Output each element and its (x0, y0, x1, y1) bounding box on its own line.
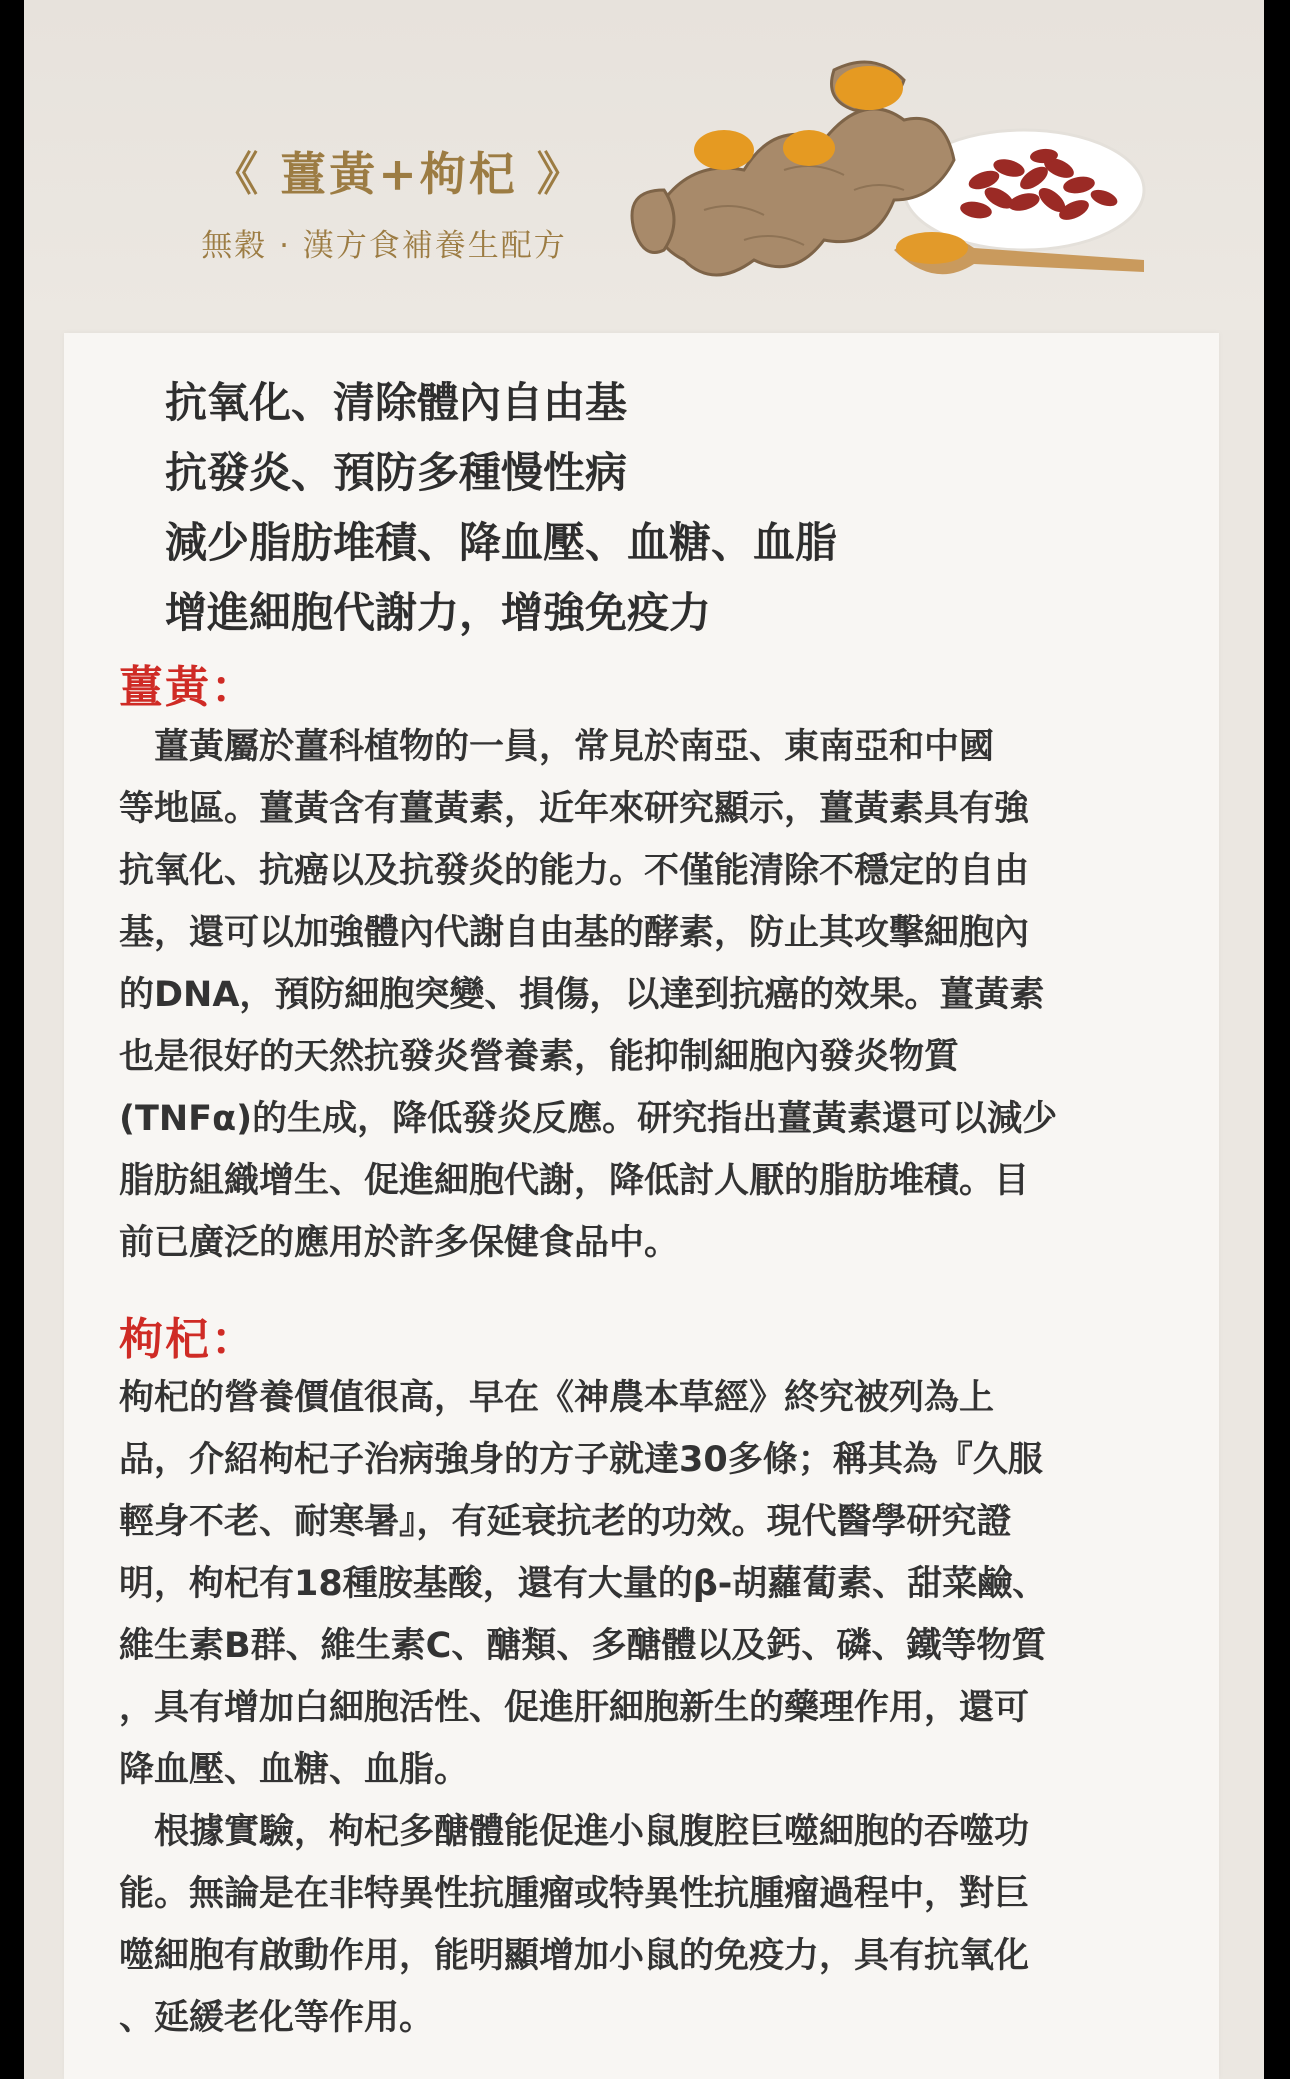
benefit-item: 抗氧化、清除體內自由基 (165, 378, 628, 427)
header-banner (24, 0, 1264, 330)
benefit-list (165, 368, 1165, 648)
text-line: 前已廣泛的應用於許多保健食品中。 (119, 1223, 680, 1263)
product-title: 《 薑黃+枸杞 》 (212, 147, 586, 201)
text-line: 脂肪組織增生、促進細胞代謝，降低討人厭的脂肪堆積。目 (119, 1161, 1030, 1201)
text-line: 、延緩老化等作用。 (119, 1998, 435, 2038)
text-line: 基，還可以加強體內代謝自由基的酵素，防止其攻擊細胞內 (119, 913, 1030, 953)
text-line: 降血壓、血糖、血脂。 (119, 1750, 470, 1790)
text-line: 抗氧化、抗癌以及抗發炎的能力。不僅能清除不穩定的自由 (119, 851, 1030, 891)
text-line: 品，介紹枸杞子治病強身的方子就達30多條；稱其為『久服 (119, 1440, 1043, 1480)
text-line: 也是很好的天然抗發炎營養素，能抑制細胞內發炎物質 (119, 1037, 960, 1077)
turmeric-paragraph (119, 716, 1234, 1274)
text-line: 明，枸杞有18種胺基酸，還有大量的β-胡蘿蔔素、甜菜鹼、 (119, 1564, 1048, 1604)
text-line: 等地區。薑黃含有薑黃素，近年來研究顯示，薑黃素具有強 (119, 789, 1030, 829)
benefit-item: 抗發炎、預防多種慢性病 (165, 448, 628, 497)
text-line: 枸杞的營養價值很高，早在《神農本草經》終究被列為上 (119, 1378, 995, 1418)
text-line: 根據實驗，枸杞多醣體能促進小鼠腹腔巨噬細胞的吞噬功 (119, 1812, 1030, 1852)
text-line: 能。無論是在非特異性抗腫瘤或特異性抗腫瘤過程中，對巨 (119, 1874, 1030, 1914)
turmeric-heading: 薑黃： (119, 662, 257, 713)
goji-paragraph (119, 1367, 1234, 1801)
text-line: 薑黃屬於薑科植物的一員，常見於南亞、東南亞和中國 (119, 727, 995, 767)
turmeric-root-goji-icon (604, 50, 1164, 310)
text-line: 噬細胞有啟動作用，能明顯增加小鼠的免疫力，具有抗氧化 (119, 1936, 1030, 1976)
content-card (64, 333, 1219, 2079)
text-line: 的DNA，預防細胞突變、損傷，以達到抗癌的效果。薑黃素 (119, 975, 1045, 1015)
text-line: ，具有增加白細胞活性、促進肝細胞新生的藥理作用，還可 (119, 1688, 1030, 1728)
goji-heading: 枸杞： (119, 1314, 257, 1365)
text-line: 維生素B群、維生素C、醣類、多醣體以及鈣、磷、鐵等物質 (119, 1626, 1047, 1666)
product-subtitle: 無穀 · 漢方食補養生配方 (201, 228, 567, 264)
benefit-item: 增進細胞代謝力，增強免疫力 (165, 588, 712, 637)
page (24, 0, 1264, 2079)
text-line: (TNFα)的生成，降低發炎反應。研究指出薑黃素還可以減少 (119, 1099, 1058, 1139)
text-line: 輕身不老、耐寒暑』，有延衰抗老的功效。現代醫學研究證 (119, 1502, 1012, 1542)
benefit-item: 減少脂肪堆積、降血壓、血糖、血脂 (165, 518, 838, 567)
goji-paragraph-2 (119, 1801, 1234, 2049)
